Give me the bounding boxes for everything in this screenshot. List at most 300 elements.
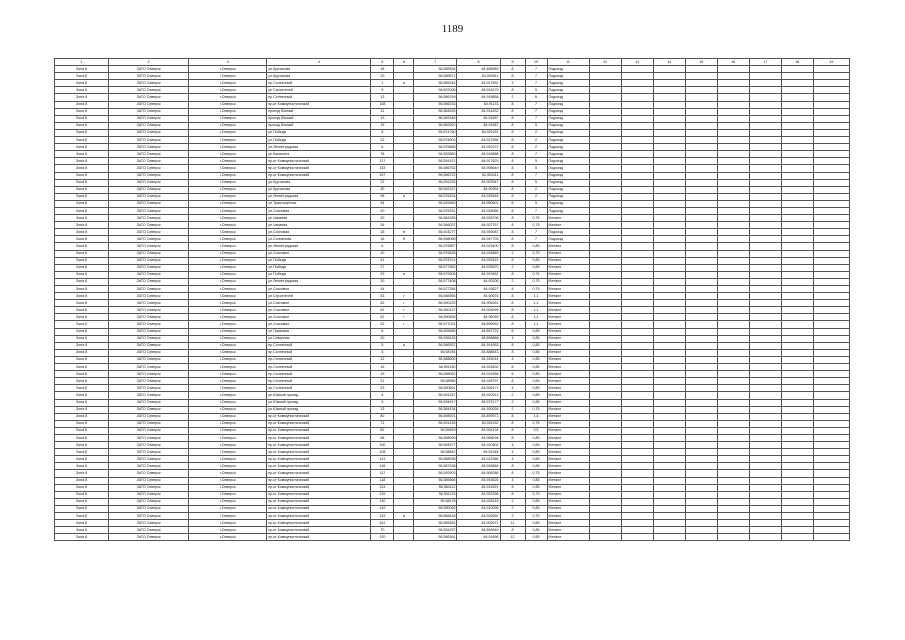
table-cell <box>781 229 813 236</box>
table-cell <box>749 300 781 307</box>
table-cell <box>685 385 717 392</box>
table-cell: 56,579305 <box>414 271 457 278</box>
table-cell <box>717 129 749 136</box>
table-cell <box>717 286 749 293</box>
table-cell: а <box>394 271 414 278</box>
table-cell <box>589 278 621 285</box>
table-cell <box>685 470 717 477</box>
table-cell: Зона 8 <box>55 243 109 250</box>
table-cell: ЗАТО Северск <box>109 101 189 108</box>
table-cell: 56,576857 <box>414 243 457 250</box>
table-cell <box>589 151 621 158</box>
table-cell <box>653 80 685 87</box>
table-cell <box>813 498 849 505</box>
table-cell: 19 <box>371 371 394 378</box>
table-cell <box>717 427 749 434</box>
table-row <box>55 498 850 505</box>
table-cell <box>653 399 685 406</box>
table-cell: ЗАТО Северск <box>109 378 189 385</box>
table-cell: г.Северск <box>189 222 267 229</box>
table-cell: 8 <box>500 378 525 385</box>
table-cell <box>813 151 849 158</box>
table-cell: 56,577652 <box>414 264 457 271</box>
table-cell <box>749 307 781 314</box>
table-cell <box>781 420 813 427</box>
table-cell <box>781 222 813 229</box>
table-cell <box>781 534 813 541</box>
table-cell <box>749 477 781 484</box>
table-cell <box>717 534 749 541</box>
table-cell: 84,914953 <box>457 342 500 349</box>
table-cell: Зона 8 <box>55 463 109 470</box>
table-cell <box>589 527 621 534</box>
table-cell <box>685 278 717 285</box>
table-cell <box>781 307 813 314</box>
table-cell: 7 <box>525 236 547 243</box>
table-cell <box>781 144 813 151</box>
table-cell: 52 <box>371 314 394 321</box>
table-row <box>55 129 850 136</box>
table-cell: 1,1 <box>525 321 547 328</box>
table-cell: ул.Южный проезд <box>267 392 371 399</box>
table-cell <box>813 392 849 399</box>
table-cell <box>749 378 781 385</box>
table-cell <box>621 151 653 158</box>
table-cell <box>621 158 653 165</box>
table-cell: 56,591247 <box>414 392 457 399</box>
table-cell <box>621 200 653 207</box>
table-row <box>55 314 850 321</box>
column-header: 15 <box>685 59 717 66</box>
table-cell <box>813 193 849 200</box>
table-cell <box>685 399 717 406</box>
table-cell <box>394 328 414 335</box>
table-cell <box>749 264 781 271</box>
table-cell <box>621 427 653 434</box>
table-cell <box>621 321 653 328</box>
table-cell: 84,922396 <box>457 491 500 498</box>
table-cell: 84,899549 <box>457 527 500 534</box>
table-cell <box>813 73 849 80</box>
table-row <box>55 449 850 456</box>
table-cell <box>813 385 849 392</box>
table-cell: ЗАТО Северск <box>109 513 189 520</box>
table-cell: Зона 8 <box>55 307 109 314</box>
table-cell <box>749 193 781 200</box>
table-cell: г.Северск <box>189 193 267 200</box>
column-header: 16 <box>717 59 749 66</box>
table-cell <box>749 520 781 527</box>
table-cell <box>717 66 749 73</box>
table-cell: 129 <box>371 491 394 498</box>
table-cell <box>717 94 749 101</box>
table-cell: г.Северск <box>189 215 267 222</box>
table-cell: ул.Сосновая <box>267 229 371 236</box>
table-cell <box>717 144 749 151</box>
table-cell: 52 <box>371 300 394 307</box>
table-cell <box>653 456 685 463</box>
table-row <box>55 300 850 307</box>
table-cell: 56,586391 <box>414 534 457 541</box>
table-cell: 84,924802 <box>457 364 500 371</box>
table-cell: Металл <box>547 286 589 293</box>
table-cell: г.Северск <box>189 335 267 342</box>
table-cell <box>685 498 717 505</box>
table-cell <box>749 392 781 399</box>
table-cell: Зона 8 <box>55 385 109 392</box>
table-cell: 8 <box>500 137 525 144</box>
table-cell: Подъезд <box>547 73 589 80</box>
table-cell: Зона 8 <box>55 271 109 278</box>
table-cell: ЗАТО Северск <box>109 413 189 420</box>
table-cell: 0,85 <box>525 243 547 250</box>
table-cell <box>621 73 653 80</box>
table-cell: ЗАТО Северск <box>109 505 189 512</box>
table-cell <box>685 307 717 314</box>
table-cell <box>394 144 414 151</box>
table-cell <box>749 371 781 378</box>
table-cell: Металл <box>547 505 589 512</box>
table-cell: пр-кт Коммунистический <box>267 534 371 541</box>
table-cell <box>717 505 749 512</box>
table-cell <box>621 87 653 94</box>
table-cell <box>813 484 849 491</box>
table-cell <box>653 87 685 94</box>
table-cell: Зона 8 <box>55 122 109 129</box>
table-cell: Зона 8 <box>55 250 109 257</box>
table-cell: 15 <box>371 122 394 129</box>
table-cell <box>813 442 849 449</box>
table-cell <box>685 449 717 456</box>
table-cell: 56,59649 <box>414 427 457 434</box>
table-cell <box>394 66 414 73</box>
table-row <box>55 356 850 363</box>
table-cell <box>781 335 813 342</box>
table-cell: 84,928706 <box>457 215 500 222</box>
table-cell: 56,591435 <box>414 420 457 427</box>
table-cell <box>781 527 813 534</box>
table-cell: 84,949087 <box>457 229 500 236</box>
table-cell: Зона 8 <box>55 80 109 87</box>
table-cell: 84,91896 <box>457 534 500 541</box>
table-cell <box>813 165 849 172</box>
table-cell <box>813 286 849 293</box>
table-row <box>55 186 850 193</box>
table-cell <box>813 491 849 498</box>
table-cell: 6 <box>525 94 547 101</box>
table-cell: ул.Победы <box>267 257 371 264</box>
table-cell: 2 <box>500 505 525 512</box>
table-cell: Металл <box>547 264 589 271</box>
table-cell: 84,888543 <box>457 349 500 356</box>
table-cell <box>813 463 849 470</box>
table-row <box>55 534 850 541</box>
table-cell: 84,925446 <box>457 193 500 200</box>
table-cell: 56,58842 <box>414 449 457 456</box>
table-cell <box>749 293 781 300</box>
table-cell <box>717 392 749 399</box>
table-cell: Подъезд <box>547 172 589 179</box>
table-cell: 153 <box>371 165 394 172</box>
table-cell: 0,85 <box>525 463 547 470</box>
table-cell <box>685 484 717 491</box>
table-cell: Зона 8 <box>55 66 109 73</box>
table-cell: 142 <box>371 505 394 512</box>
table-cell: 84,914621 <box>457 484 500 491</box>
table-cell <box>813 534 849 541</box>
table-cell <box>813 371 849 378</box>
table-row <box>55 144 850 151</box>
table-cell: ул.Сосновое <box>267 250 371 257</box>
table-cell: 84,898589 <box>457 66 500 73</box>
table-cell: Зона 8 <box>55 378 109 385</box>
table-cell <box>749 385 781 392</box>
table-cell <box>394 179 414 186</box>
table-cell <box>621 399 653 406</box>
table-cell: 8 <box>500 229 525 236</box>
table-cell: ул.Чапаева <box>267 222 371 229</box>
table-cell <box>717 385 749 392</box>
table-cell: г.Северск <box>189 463 267 470</box>
table-cell: 0,75 <box>525 222 547 229</box>
table-cell <box>813 222 849 229</box>
table-cell: г.Северск <box>189 470 267 477</box>
table-cell: г.Северск <box>189 456 267 463</box>
table-cell <box>717 449 749 456</box>
table-cell <box>717 463 749 470</box>
table-cell <box>685 378 717 385</box>
table-cell: 8 <box>500 122 525 129</box>
table-cell <box>749 434 781 441</box>
table-cell <box>685 250 717 257</box>
table-cell: Зона 8 <box>55 321 109 328</box>
table-cell: 84,918858 <box>457 94 500 101</box>
table-cell: г.Северск <box>189 392 267 399</box>
table-row <box>55 286 850 293</box>
table-cell <box>394 264 414 271</box>
table-cell: Металл <box>547 349 589 356</box>
table-cell <box>621 293 653 300</box>
table-cell: Зона 8 <box>55 399 109 406</box>
table-cell <box>394 215 414 222</box>
table-cell <box>589 264 621 271</box>
table-cell: Зона 8 <box>55 300 109 307</box>
table-cell: ЗАТО Северск <box>109 442 189 449</box>
table-row <box>55 328 850 335</box>
table-cell: ЗАТО Северск <box>109 264 189 271</box>
table-cell: г.Северск <box>189 406 267 413</box>
table-cell <box>653 137 685 144</box>
table-cell <box>653 179 685 186</box>
table-cell: Металл <box>547 278 589 285</box>
table-cell <box>781 427 813 434</box>
table-cell: 8 <box>500 243 525 250</box>
table-cell <box>621 349 653 356</box>
table-cell <box>781 200 813 207</box>
table-cell: г.Северск <box>189 122 267 129</box>
table-row <box>55 250 850 257</box>
table-cell: 8 <box>500 484 525 491</box>
table-cell <box>621 186 653 193</box>
table-cell: б <box>394 236 414 243</box>
table-cell <box>589 470 621 477</box>
table-cell: 0,85 <box>525 356 547 363</box>
table-cell <box>653 193 685 200</box>
table-cell: ЗАТО Северск <box>109 94 189 101</box>
table-cell <box>685 66 717 73</box>
table-cell: 52 <box>371 307 394 314</box>
table-cell <box>813 271 849 278</box>
table-cell: 56,590127 <box>414 307 457 314</box>
table-cell: 2 <box>525 129 547 136</box>
table-cell: а <box>394 513 414 520</box>
table-cell: 8 <box>500 172 525 179</box>
table-cell <box>781 215 813 222</box>
table-cell: 56,591571 <box>414 158 457 165</box>
table-cell: 84,908286 <box>457 470 500 477</box>
table-cell <box>653 307 685 314</box>
table-cell: 22 <box>371 137 394 144</box>
table-cell: 0,85 <box>525 328 547 335</box>
table-cell: 56,924277 <box>414 229 457 236</box>
table-cell <box>813 278 849 285</box>
table-cell <box>394 108 414 115</box>
table-cell: 0,75 <box>525 278 547 285</box>
table-cell <box>621 193 653 200</box>
table-cell: 56,584134 <box>414 406 457 413</box>
table-cell <box>621 144 653 151</box>
table-cell: Металл <box>547 328 589 335</box>
table-cell: г.Северск <box>189 236 267 243</box>
table-cell <box>685 129 717 136</box>
table-cell: Металл <box>547 491 589 498</box>
table-cell: ЗАТО Северск <box>109 207 189 214</box>
table-cell <box>685 264 717 271</box>
table-cell: пр-кт Коммунистический <box>267 449 371 456</box>
column-header-row <box>55 59 850 66</box>
column-header: 17 <box>749 59 781 66</box>
table-row <box>55 115 850 122</box>
table-cell <box>621 513 653 520</box>
table-cell <box>653 278 685 285</box>
table-cell: 8 <box>500 207 525 214</box>
table-cell: 84,914632 <box>457 108 500 115</box>
table-cell: Металл <box>547 250 589 257</box>
table-cell: проезд Южный <box>267 115 371 122</box>
table-cell <box>813 94 849 101</box>
table-cell: пр.Солнечный <box>267 378 371 385</box>
table-cell <box>685 513 717 520</box>
table-cell <box>653 378 685 385</box>
table-cell: 84,920026 <box>457 406 500 413</box>
table-cell: пр-кт Коммунистический <box>267 158 371 165</box>
table-cell <box>589 399 621 406</box>
table-cell <box>749 108 781 115</box>
table-cell: г.Северск <box>189 371 267 378</box>
table-cell: 0,85 <box>525 364 547 371</box>
table-cell: 56,576224 <box>414 193 457 200</box>
table-cell <box>813 115 849 122</box>
table-cell: г.Северск <box>189 378 267 385</box>
table-cell <box>685 328 717 335</box>
table-cell: 56,594377 <box>414 442 457 449</box>
table-cell <box>781 122 813 129</box>
table-cell <box>621 115 653 122</box>
table-cell: Подъезд <box>547 207 589 214</box>
table-cell: пр-кт Коммунистический <box>267 498 371 505</box>
table-cell: Подъезд <box>547 200 589 207</box>
table-cell <box>781 356 813 363</box>
table-cell: 84,900611 <box>457 73 500 80</box>
table-cell: 27 <box>371 264 394 271</box>
table-cell <box>621 314 653 321</box>
table-cell: Зона 8 <box>55 349 109 356</box>
table-cell: Металл <box>547 456 589 463</box>
table-cell: Подъезд <box>547 144 589 151</box>
table-cell <box>653 264 685 271</box>
table-cell: Металл <box>547 321 589 328</box>
table-cell <box>813 321 849 328</box>
table-cell <box>813 257 849 264</box>
table-cell: пр.Солнечный <box>267 80 371 87</box>
table-cell <box>813 399 849 406</box>
table-cell: 8 <box>500 491 525 498</box>
table-cell <box>589 80 621 87</box>
table-cell <box>749 513 781 520</box>
table-cell: 84,916992 <box>457 513 500 520</box>
table-cell <box>589 257 621 264</box>
table-cell <box>717 236 749 243</box>
table-cell: 53 <box>371 293 394 300</box>
table-cell <box>621 463 653 470</box>
table-cell <box>653 115 685 122</box>
table-cell: 56,588082 <box>414 371 457 378</box>
table-cell: 11 <box>500 520 525 527</box>
table-cell <box>394 286 414 293</box>
table-cell: 1,1 <box>525 314 547 321</box>
table-cell: ЗАТО Северск <box>109 307 189 314</box>
table-cell: 8 <box>500 179 525 186</box>
table-cell: ЗАТО Северск <box>109 66 189 73</box>
table-cell: Зона 8 <box>55 207 109 214</box>
table-cell: ЗАТО Северск <box>109 371 189 378</box>
table-cell <box>394 484 414 491</box>
table-cell <box>781 406 813 413</box>
table-cell <box>621 498 653 505</box>
table-cell: 0,85 <box>525 335 547 342</box>
table-cell: 56,598069 <box>414 236 457 243</box>
table-row <box>55 179 850 186</box>
table-cell <box>749 165 781 172</box>
table-cell: 0,75 <box>525 406 547 413</box>
table-cell: 56,584625 <box>414 108 457 115</box>
table-cell: 157 <box>371 172 394 179</box>
table-cell: ул.Сосновое <box>267 307 371 314</box>
table-cell <box>813 108 849 115</box>
table-cell: Металл <box>547 222 589 229</box>
table-cell <box>717 434 749 441</box>
table-cell: 84,928145 <box>457 498 500 505</box>
table-cell: 84,947703 <box>457 236 500 243</box>
table-cell <box>781 193 813 200</box>
table-cell: пр-кт Коммунистический <box>267 427 371 434</box>
table-cell <box>653 442 685 449</box>
table-cell <box>653 108 685 115</box>
table-cell <box>589 300 621 307</box>
table-cell: 0,85 <box>525 399 547 406</box>
table-cell: 8 <box>500 87 525 94</box>
table-cell: ЗАТО Северск <box>109 87 189 94</box>
